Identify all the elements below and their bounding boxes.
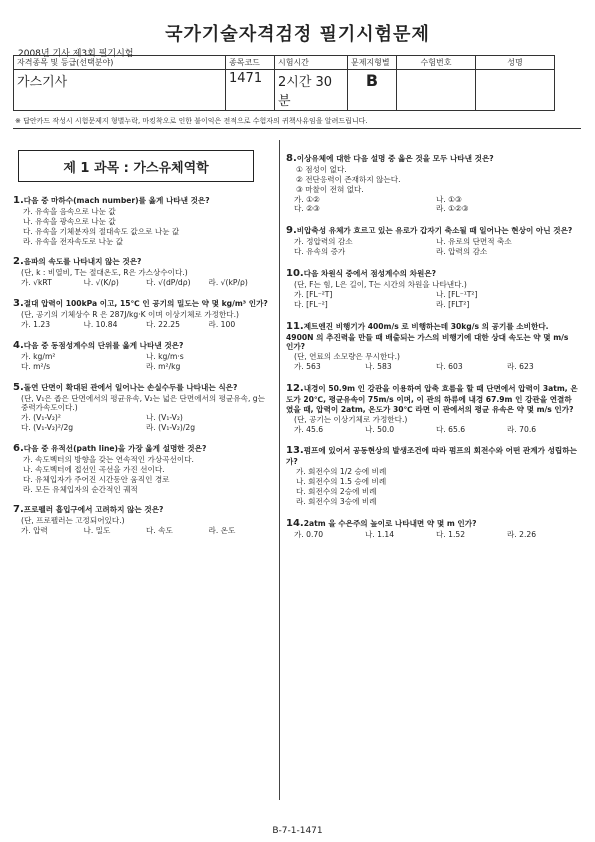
exam-subtitle: 2008년 기사 제3회 필기시험 (18, 49, 134, 59)
question-number: 12. (286, 383, 304, 395)
answer-option: 나. 유속을 광속으로 나눈 값 (23, 216, 116, 226)
answer-option: 라. 유속을 전자속도로 나눈 값 (23, 236, 124, 246)
answer-option: 나. 회전수의 1.5 승에 비례 (296, 477, 387, 487)
question-stem: 다음 중 동점성계수의 단위를 옳게 나타낸 것은? (23, 340, 184, 350)
question-text (286, 320, 578, 353)
question-number: 6. (13, 443, 24, 455)
answer-row (13, 362, 271, 372)
answer-row (286, 237, 578, 247)
answer-option: 다. √(dP/dρ) (146, 278, 191, 288)
answer-row (286, 530, 578, 540)
question-text (13, 442, 271, 455)
answer-option: 나. 583 (365, 362, 392, 372)
answer-option: 가. 45.6 (294, 424, 324, 434)
question-number: 7. (13, 504, 24, 516)
answer-row (286, 204, 578, 214)
question-note: (단, V₁은 좁은 단면에서의 평균유속, V₂는 넓은 단면에서의 평균유속, g는 중력가속도이다.) (21, 393, 265, 413)
question-stem: 제트엔진 비행기가 400m/s 로 비행하는데 30kg/s 의 공기를 소비한다. 4900N 의 추진력을 만들 때 배출되는 가스의 비행기에 대한 상대 속도는 약 몇 m/s 인가? (286, 321, 569, 352)
question-block (286, 320, 578, 372)
answer-option: 가. ①② (294, 194, 320, 204)
answer-option: 나. 50.0 (365, 424, 395, 434)
answer-option: 가. 속도벡터의 방향을 갖는 연속적인 가상곡선이다. (23, 455, 194, 465)
question-text (13, 297, 271, 310)
question-text (286, 267, 578, 280)
column-divider (279, 140, 280, 800)
answer-option: 나. ①③ (436, 194, 462, 204)
question-note: (단, k : 비열비, T는 절대온도, R은 가스상수이다.) (21, 268, 188, 278)
answer-option: 나. 유로의 단면적 축소 (436, 237, 512, 247)
answer-option: 라. [FLT²] (436, 299, 470, 309)
question-note: (단, 공기는 이상기체로 가정한다.) (294, 414, 408, 424)
answer-row (13, 413, 271, 423)
question-block (286, 517, 578, 540)
question-number: 2. (13, 256, 24, 268)
section-heading: 제 1 과목 : 가스유체역학 (18, 150, 254, 182)
answer-row (286, 362, 578, 372)
question-text (13, 339, 271, 352)
answer-row (286, 425, 578, 435)
label-time: 시험시간 (275, 56, 348, 70)
answer-option: 라. √(kP/ρ) (208, 278, 248, 288)
answer-row (286, 300, 578, 310)
answer-option: 가. 회전수의 1/2 승에 비례 (296, 467, 387, 477)
question-number: 10. (286, 268, 304, 280)
answer-option: 라. 2.26 (507, 529, 537, 539)
question-number: 5. (13, 381, 24, 393)
answer-row (286, 195, 578, 205)
page-footer: B-7-1-1471 (272, 826, 323, 836)
question-text (13, 381, 271, 394)
question-block (13, 381, 271, 433)
answer-row (286, 290, 578, 300)
question-number: 14. (286, 517, 304, 529)
question-stem: 돌연 단면이 확대된 관에서 일어나는 손실수두를 나타내는 식은? (23, 382, 238, 392)
question-block (286, 444, 578, 506)
question-number: 13. (286, 445, 304, 457)
right-column (286, 146, 578, 550)
question-stem: 절대 압력이 100kPa 이고, 15℃ 인 공기의 밀도는 약 몇 kg/m³ 인가? (23, 299, 268, 309)
answer-option: 라. (V₁-V₂)/2g (146, 423, 196, 433)
answer-row (13, 320, 271, 330)
answer-option: ① 점성이 없다. (296, 165, 347, 174)
answer-option: 나. 속도벡터에 접선인 곡선을 가진 선이다. (23, 464, 165, 474)
label-code: 종목코드 (226, 56, 275, 70)
question-note: (단, 공기의 기체상수 R 은 287J/kg·K 이며 이상기체로 가정한다.) (21, 310, 239, 320)
question-stem: 음파의 속도를 나타내지 않는 것은? (23, 257, 142, 267)
answer-option: 나. 1.14 (365, 529, 395, 539)
answer-option: 라. 70.6 (507, 424, 537, 434)
question-stem: 내경이 50.9m 인 강관을 이용하여 압축 흐름을 할 때 단면에서 압력이 3atm, 온도가 20℃, 평균유속이 75m/s 이며, 이 관의 하류에 내경 67.9m 인 강관을 연결하였을 때, 압력이 2atm, 온도가 30℃ 라면 이 관에서의 평균 유속은 약 몇 m/s 인가? (286, 384, 578, 414)
question-text (13, 194, 271, 207)
question-note: (단, 프로펠러는 고정되어있다.) (21, 516, 125, 526)
answer-option: 가. (V₁-V₂)² (21, 413, 61, 423)
answer-row (286, 247, 578, 257)
type-value: B (348, 70, 397, 111)
label-name: 성명 (476, 56, 555, 70)
header-table (13, 55, 555, 111)
answer-option: 라. 회전수의 3승에 비례 (296, 496, 377, 506)
answer-option: 나. kg/m·s (146, 351, 184, 361)
label-type: 문제지형별 (348, 56, 397, 70)
question-block (13, 503, 271, 536)
question-number: 4. (13, 339, 24, 351)
question-text (13, 503, 271, 516)
answer-row (13, 526, 271, 536)
answer-option: 가. √kRT (21, 278, 52, 288)
answer-option: 라. ①②③ (436, 204, 469, 214)
question-number: 3. (13, 298, 24, 310)
answer-option: ② 전단응력이 존재하지 않는다. (296, 174, 401, 184)
time-value: 2시간 30분 (275, 70, 348, 111)
answer-option: 다. 1.52 (436, 529, 466, 539)
code-value: 1471 (226, 70, 275, 111)
answer-option: 가. 정압력의 감소 (294, 237, 353, 247)
answer-option: 다. m²/s (21, 361, 51, 371)
question-text (286, 517, 578, 530)
answer-row (13, 423, 271, 433)
question-number: 8. (286, 153, 297, 164)
answer-row (13, 352, 271, 362)
qualification-value: 가스기사 (14, 70, 226, 111)
left-column (13, 188, 271, 545)
answer-option: 가. 0.70 (294, 529, 324, 539)
question-stem: 다음 중 유적선(path line)을 가장 옳게 설명한 것은? (23, 444, 207, 454)
answer-option: 라. m²/kg (146, 361, 181, 371)
question-block (286, 152, 578, 214)
question-text (286, 444, 578, 467)
question-stem: 프로펠러 흡입구에서 고려하지 않는 것은? (23, 505, 164, 515)
answer-row (13, 278, 271, 288)
question-stem: 2atm 을 수은주의 높이로 나타내면 약 몇 m 인가? (303, 518, 477, 528)
answer-option: 다. 유속의 증가 (294, 247, 346, 257)
question-block (13, 297, 271, 330)
answer-option: 다. [FL⁻²] (294, 299, 328, 309)
notice-text: ※ 답안카드 작성시 시험문제지 형별누락, 마킹착오로 인한 불이익은 전적으로 수험자의 귀책사유임을 알려드립니다. (15, 117, 368, 125)
question-stem: 펌프에 있어서 공동현상의 발생조건에 따라 펌프의 회전수와 어떤 관계가 성립하는가? (286, 446, 577, 467)
answer-option: 가. 압력 (21, 526, 48, 536)
answer-option: 라. 압력의 감소 (436, 247, 488, 257)
question-block (286, 267, 578, 310)
answer-option: 다. (V₁-V₂)²/2g (21, 423, 74, 433)
answer-option: 라. 623 (507, 362, 534, 372)
question-number: 1. (13, 195, 24, 206)
question-block (13, 339, 271, 372)
answer-option: ③ 마찰이 전혀 없다. (296, 184, 364, 194)
answer-option: 나. 10.84 (83, 320, 118, 330)
answer-option: 가. 유속을 음속으로 나눈 값 (23, 207, 116, 216)
label-exam-number: 수험번호 (397, 56, 476, 70)
question-block (13, 194, 271, 246)
answer-option: 다. 22.25 (146, 320, 180, 330)
question-stem: 이상유체에 대한 다음 설명 중 옳은 것을 모두 나타낸 것은? (296, 154, 494, 163)
question-block (286, 382, 578, 434)
question-note: (단, 연료의 소모량은 무시한다.) (294, 352, 401, 362)
answer-option: 라. 모든 유체입자의 순간적인 궤적 (23, 484, 138, 494)
question-block (286, 224, 578, 257)
question-note: (단, F는 힘, L은 길이, T는 시간의 차원을 나타낸다.) (294, 280, 467, 290)
answer-option: 다. ②③ (294, 204, 320, 214)
answer-option: 나. √(K/ρ) (83, 278, 119, 288)
answer-option: 나. (V₁-V₂) (146, 413, 183, 423)
answer-option: 다. 603 (436, 362, 463, 372)
answer-option: 라. 온도 (208, 526, 236, 536)
question-number: 11. (286, 320, 304, 332)
answer-option: 가. 1.23 (21, 320, 51, 330)
question-number: 9. (286, 225, 297, 237)
answer-option: 가. kg/m² (21, 351, 56, 361)
question-block (13, 442, 271, 494)
label-qualification: 자격종목 및 등급(선택분야) (14, 56, 226, 70)
answer-option: 가. 563 (294, 362, 321, 372)
answer-option: 다. 65.6 (436, 424, 466, 434)
question-text (286, 224, 578, 237)
answer-option: 나. [FL⁻¹T²] (436, 289, 478, 299)
answer-option: 다. 속도 (146, 526, 173, 536)
question-text (286, 152, 578, 165)
question-stem: 다음 중 마하수(mach number)를 옳게 나타낸 것은? (23, 196, 210, 205)
answer-option: 가. [FL⁻²T] (294, 289, 333, 299)
answer-option: 다. 유속을 기체분자의 절대속도 값으로 나눈 값 (23, 226, 180, 236)
answer-option: 다. 유체입자가 주어진 시간동안 움직인 경로 (23, 474, 170, 484)
answer-option: 다. 회전수의 2승에 비례 (296, 487, 377, 497)
question-stem: 다음 차원식 중에서 점성계수의 차원은? (303, 269, 437, 279)
question-stem: 비압축성 유체가 흐르고 있는 유로가 갑자기 축소될 때 일어나는 현상이 아닌 것은? (296, 226, 573, 236)
question-text (286, 382, 578, 415)
name-box[interactable] (476, 70, 555, 111)
answer-option: 나. 밀도 (83, 526, 111, 536)
divider (13, 128, 581, 129)
page-title: 국가기술자격검정 필기시험문제 (165, 24, 430, 45)
question-block (13, 255, 271, 288)
question-text (13, 255, 271, 268)
exam-number-box[interactable] (397, 70, 476, 111)
answer-option: 라. 100 (208, 320, 236, 330)
